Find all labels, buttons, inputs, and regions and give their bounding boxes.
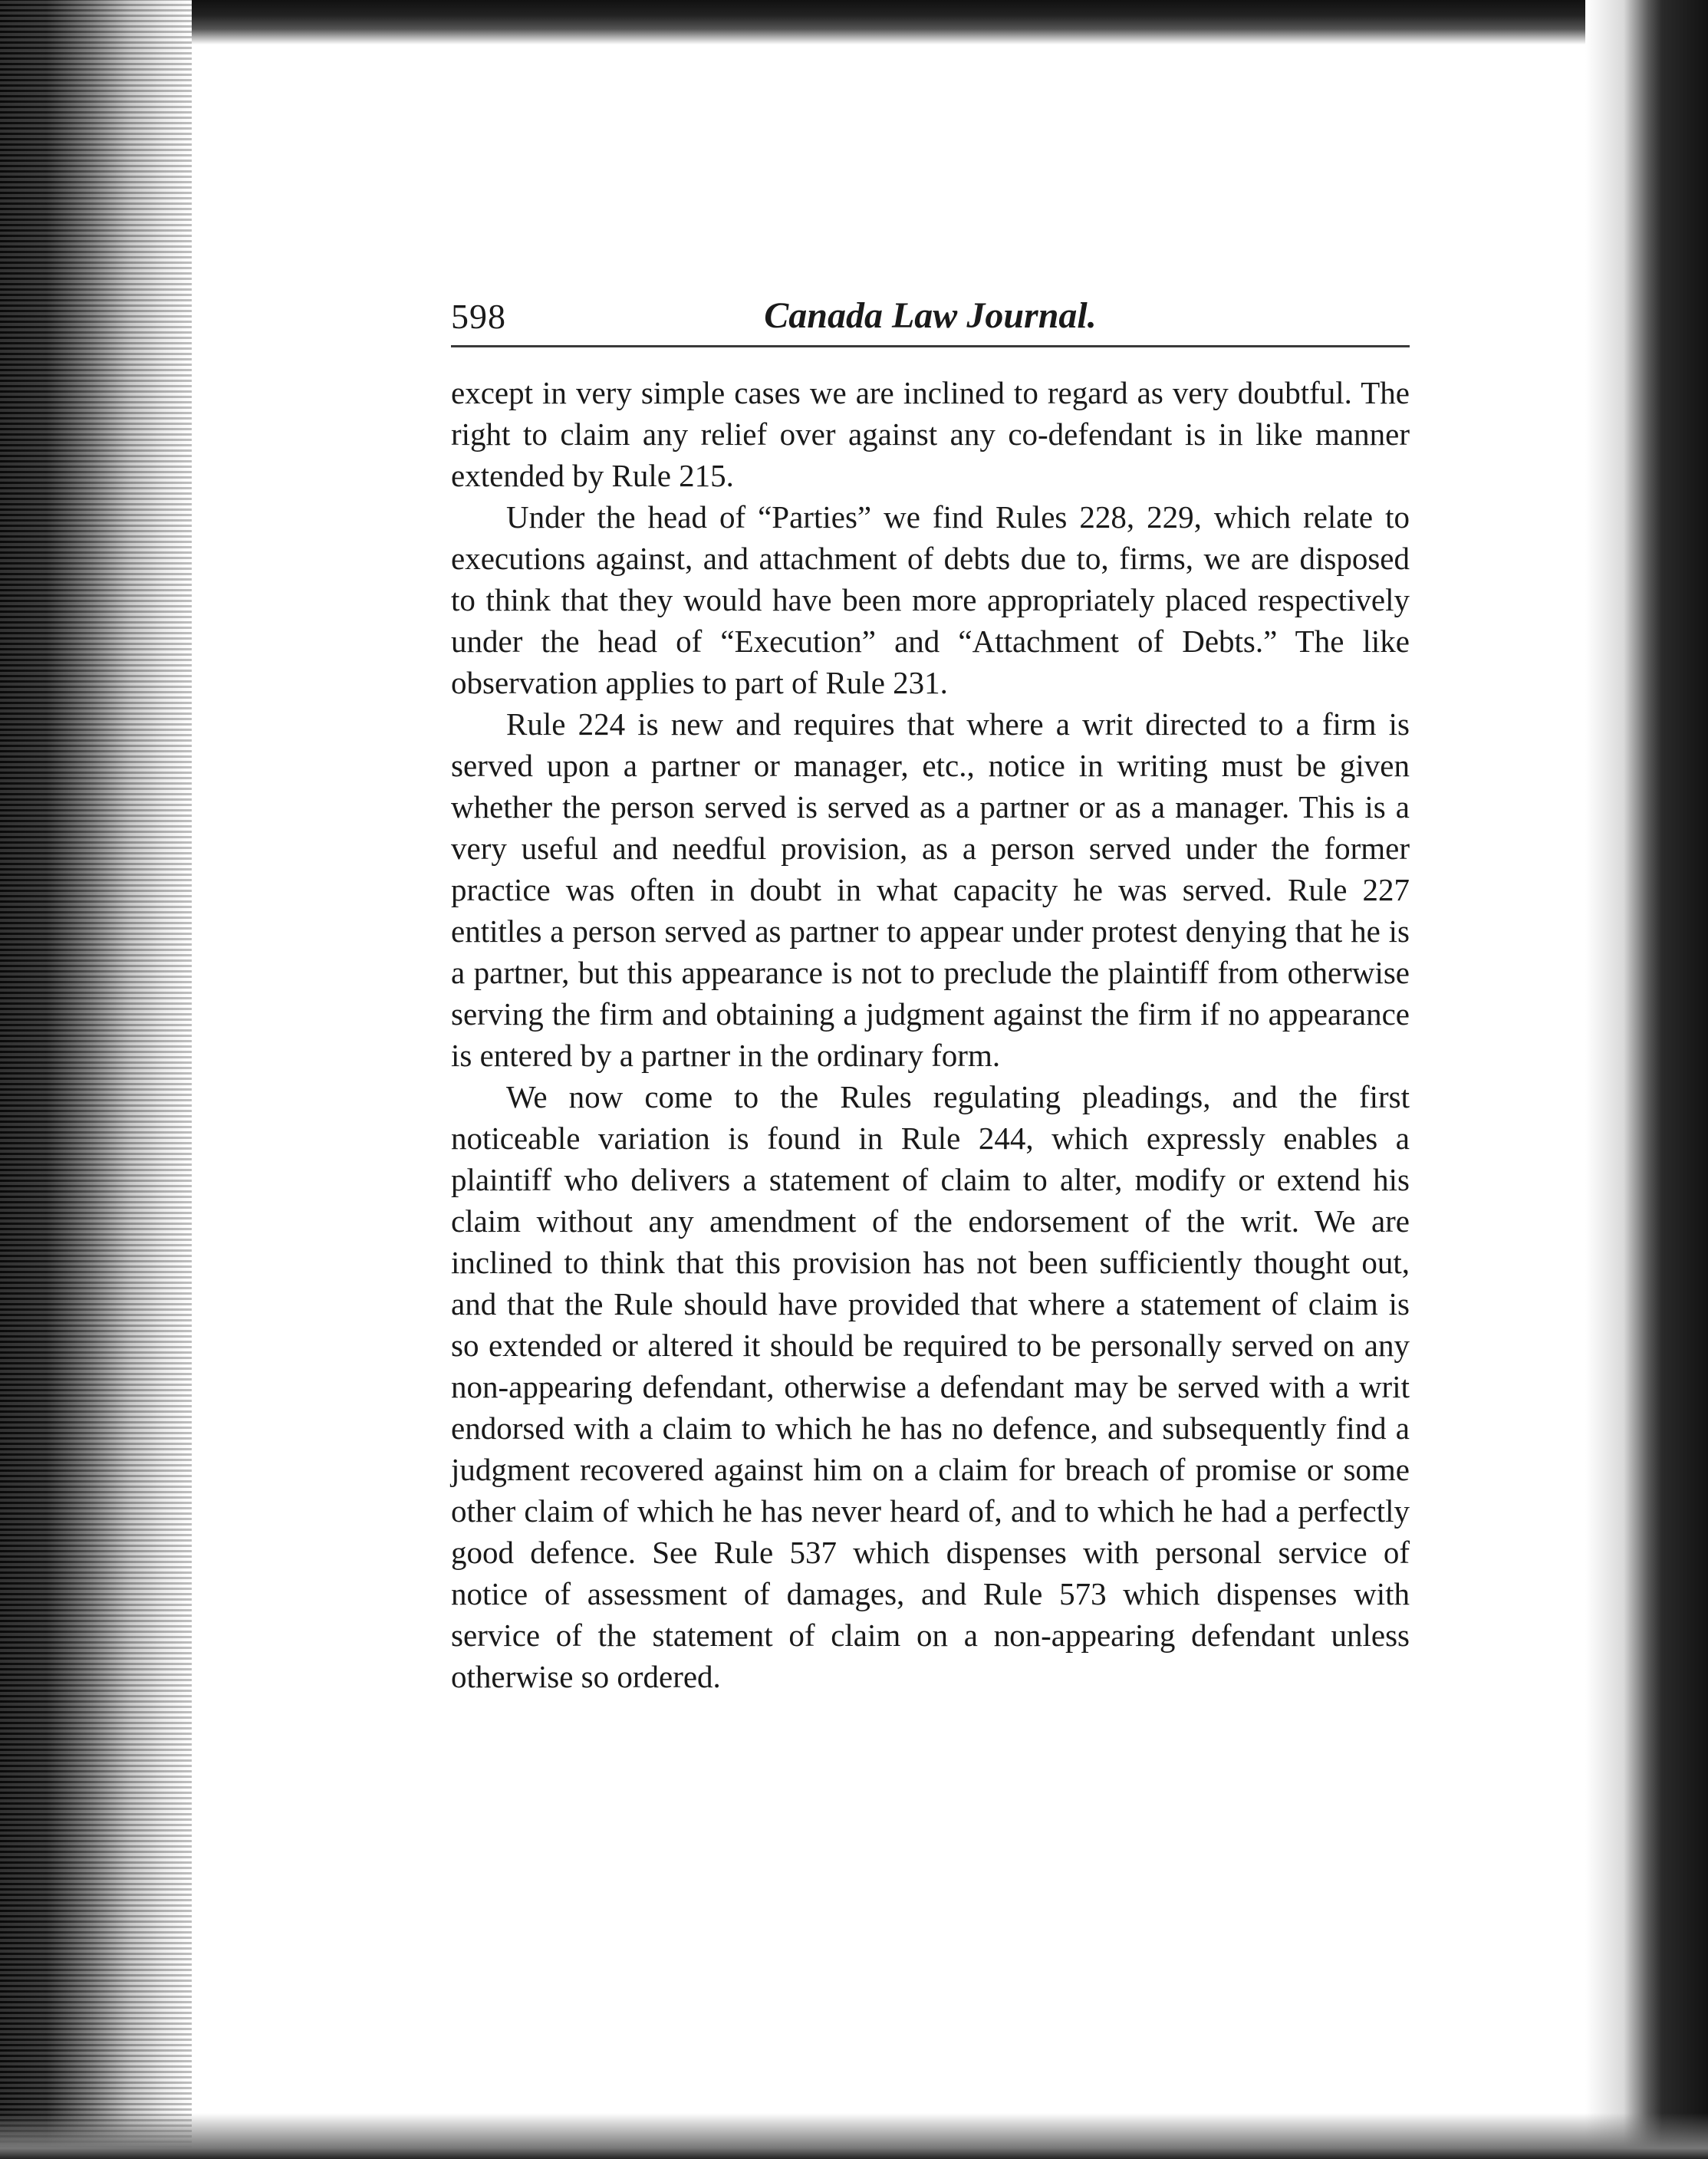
scan-edge-top [0, 0, 1708, 44]
article-body [451, 372, 1410, 1697]
paragraph-continuation: except in very simple cases we are inclined to regard as very doubtful. The right to claim any relief over against any co-defendant is in like manner extended by Rule 215. [451, 375, 1410, 493]
page-number: 598 [451, 297, 506, 336]
running-title: Canada Law Journal. [764, 295, 1097, 336]
paragraph-parties: Under the head of “Parties” we find Rules 228, 229, which relate to executions against, and attachment of debts due to, firms, we are disposed to think that they would have been more appropriately placed respectively under the head of “Execution” and “Attachment of Debts.” The like observation applies to part of Rule 231. [451, 499, 1410, 700]
paragraph-pleadings: We now come to the Rules regulating pleadings, and the first noticeable variation is found in Rule 244, which expressly enables a plaintiff who delivers a statement of claim to alter, modify or extend his claim without any amendment of the endorsement of the writ. We are inclined to think that this provision has not been sufficiently thought out, and that the Rule should have provided that where a statement of claim is so extended or altered it should be required to be personally served on any non-appearing defendant, otherwise a defendant may be served with a writ endorsed with a claim to which he has no defence, and subsequently find a judgment recovered against him on a claim for breach of promise or some other claim of which he has never heard of, and to which he had a perfectly good defence. See Rule 537 which dispenses with personal service of notice of assessment of damages, and Rule 573 which dispenses with service of the statement of claim on a non-appearing defendant unless otherwise so ordered. [451, 1079, 1410, 1694]
header-rule [451, 345, 1410, 347]
page-header [451, 290, 1410, 344]
book-gutter-shadow [0, 0, 192, 2159]
scan-edge-bottom [0, 2113, 1708, 2159]
scan-edge-right [1585, 0, 1708, 2159]
paragraph-rule-224: Rule 224 is new and requires that where a writ directed to a firm is served upon a partner or manager, etc., notice in writing must be given whether the person served is served as a partner or as a manager. This is a very useful and needful provision, as a person served under the former practice was often in doubt in what capacity he was served. Rule 227 entitles a person served as partner to appear under protest denying that he is a partner, but this appearance is not to preclude the plaintiff from otherwise serving the firm and obtaining a judgment against the firm if no appearance is entered by a partner in the ordinary form. [451, 706, 1410, 1073]
